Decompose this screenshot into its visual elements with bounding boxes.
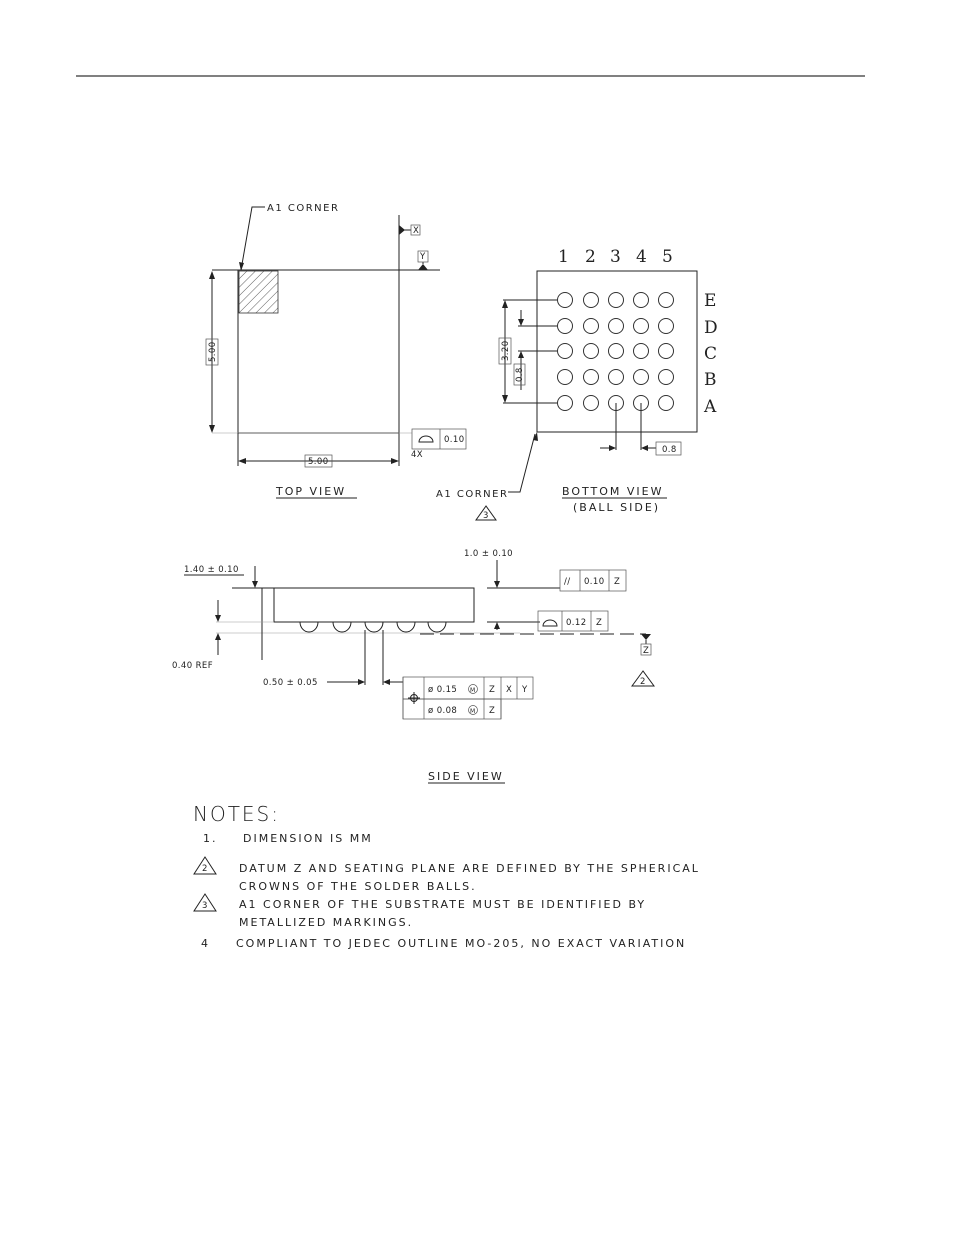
datum-y-label: Y bbox=[420, 252, 426, 262]
top-a1-corner-label: A1 CORNER bbox=[267, 203, 340, 214]
top-dim-height: 5.00 bbox=[208, 341, 218, 362]
side-dim-ball-ref: 0.40 REF bbox=[172, 661, 213, 671]
position-row1-datum-z: Z bbox=[489, 685, 496, 695]
bottom-dim-pitch-v: 0.8 bbox=[515, 367, 525, 382]
ball bbox=[584, 344, 599, 359]
parallelism-symbol-icon: // bbox=[564, 577, 571, 587]
row-label-a: A bbox=[704, 397, 717, 417]
parallelism-value: 0.10 bbox=[584, 577, 605, 587]
row-label-d: D bbox=[704, 318, 718, 338]
ball bbox=[558, 319, 573, 334]
solder-ball bbox=[428, 622, 446, 632]
row-label-e: E bbox=[704, 291, 717, 311]
notes bbox=[193, 802, 700, 950]
row-label-b: B bbox=[704, 370, 717, 390]
side-view bbox=[172, 549, 654, 783]
ball bbox=[584, 319, 599, 334]
note-2-line1: DATUM Z AND SEATING PLANE ARE DEFINED BY THE SPHERICAL bbox=[239, 862, 700, 875]
row-label-c: C bbox=[704, 344, 718, 364]
ball bbox=[634, 344, 649, 359]
solder-ball bbox=[397, 622, 415, 632]
bottom-a1-note-ref: 3 bbox=[483, 511, 489, 521]
notes-heading: NOTES: bbox=[193, 802, 280, 826]
ball bbox=[659, 344, 674, 359]
ball bbox=[609, 319, 624, 334]
note-3-line2: METALLIZED MARKINGS. bbox=[239, 916, 414, 929]
note-2-marker: 2 bbox=[202, 864, 208, 874]
col-label-4: 4 bbox=[636, 247, 647, 267]
ball bbox=[609, 293, 624, 308]
side-view-title: SIDE VIEW bbox=[428, 770, 504, 783]
bottom-view-subtitle: (BALL SIDE) bbox=[573, 501, 661, 514]
profile-symbol-icon bbox=[419, 436, 433, 442]
ball bbox=[584, 370, 599, 385]
col-label-2: 2 bbox=[585, 247, 596, 267]
ball bbox=[584, 396, 599, 411]
note-3-line1: A1 CORNER OF THE SUBSTRATE MUST BE IDENTIFIED BY bbox=[239, 898, 647, 911]
col-label-1: 1 bbox=[558, 247, 569, 267]
bottom-dim-span: 3.20 bbox=[501, 340, 511, 361]
bottom-a1-corner-label: A1 CORNER bbox=[436, 489, 509, 500]
ball bbox=[609, 370, 624, 385]
solder-ball bbox=[300, 622, 318, 632]
side-datum-note-ref: 2 bbox=[640, 677, 646, 687]
solder-ball bbox=[365, 622, 383, 632]
top-flatness-value: 0.10 bbox=[444, 435, 465, 445]
col-label-5: 5 bbox=[662, 247, 673, 267]
position-row1-datum-y: Y bbox=[522, 685, 528, 695]
parallelism-datum: Z bbox=[614, 577, 621, 587]
ball bbox=[659, 293, 674, 308]
solder-ball bbox=[333, 622, 351, 632]
datum-x-label: X bbox=[413, 226, 420, 236]
position-row1-modifier: M bbox=[470, 687, 476, 694]
ball bbox=[584, 293, 599, 308]
note-2-line2: CROWNS OF THE SOLDER BALLS. bbox=[239, 880, 477, 893]
position-row1-value: ø 0.15 bbox=[428, 685, 458, 695]
coplanarity-value: 0.12 bbox=[566, 618, 587, 628]
col-label-3: 3 bbox=[610, 247, 621, 267]
ball bbox=[558, 344, 573, 359]
a1-corner-hatch bbox=[239, 271, 278, 313]
note-4-marker: 4 bbox=[201, 937, 210, 950]
ball bbox=[634, 319, 649, 334]
side-dim-height: 1.40 ± 0.10 bbox=[184, 565, 239, 575]
ball bbox=[558, 396, 573, 411]
bottom-view-title: BOTTOM VIEW bbox=[562, 485, 664, 498]
position-row2-value: ø 0.08 bbox=[428, 706, 458, 716]
ball bbox=[609, 344, 624, 359]
ball bbox=[659, 370, 674, 385]
ball-grid bbox=[558, 293, 674, 411]
side-dim-body: 1.0 ± 0.10 bbox=[464, 549, 513, 559]
top-flatness-count: 4X bbox=[411, 450, 424, 460]
side-datum-z: Z bbox=[643, 646, 650, 656]
top-view-title: TOP VIEW bbox=[276, 485, 347, 498]
side-view-body bbox=[274, 588, 474, 622]
bottom-dim-pitch-h: 0.8 bbox=[662, 445, 677, 455]
top-dim-width: 5.00 bbox=[308, 457, 329, 467]
ball bbox=[558, 293, 573, 308]
ball bbox=[659, 319, 674, 334]
top-view bbox=[206, 203, 466, 498]
position-row2-modifier: M bbox=[470, 708, 476, 715]
position-row2-datum-z: Z bbox=[489, 706, 496, 716]
coplanarity-datum: Z bbox=[596, 618, 603, 628]
ball bbox=[634, 293, 649, 308]
ball bbox=[659, 396, 674, 411]
side-dim-ball-dia: 0.50 ± 0.05 bbox=[263, 678, 318, 688]
ball bbox=[558, 370, 573, 385]
bottom-view bbox=[436, 247, 718, 521]
note-1-marker: 1. bbox=[203, 832, 218, 845]
position-row1-datum-x: X bbox=[506, 685, 513, 695]
note-3-marker: 3 bbox=[202, 901, 208, 911]
coplanarity-profile-icon bbox=[543, 620, 557, 626]
note-4-text: COMPLIANT TO JEDEC OUTLINE MO-205, NO EXACT VARIATION bbox=[236, 937, 687, 950]
note-1-text: DIMENSION IS MM bbox=[243, 832, 373, 845]
ball bbox=[634, 370, 649, 385]
